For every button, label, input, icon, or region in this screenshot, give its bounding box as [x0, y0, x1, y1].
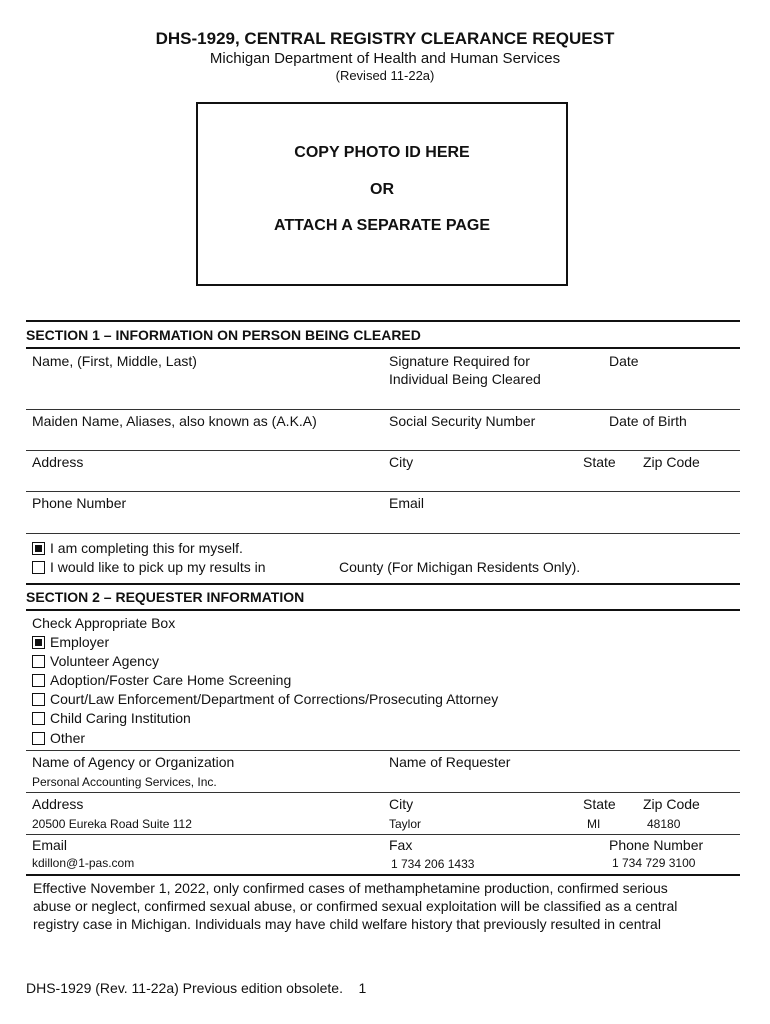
requester-state-value[interactable]: MI	[587, 817, 601, 831]
other-checkbox[interactable]	[32, 732, 45, 745]
address-label: Address	[32, 454, 84, 470]
option-label: Court/Law Enforcement/Department of Corrections/Prosecuting Attorney	[50, 691, 499, 707]
child-caring-checkbox[interactable]	[32, 712, 45, 725]
self-checkbox-label: I am completing this for myself.	[50, 540, 243, 556]
section2-heading-rule	[26, 609, 740, 611]
check-box-instruction: Check Appropriate Box	[32, 615, 176, 631]
pickup-checkbox-label: I would like to pick up my results in	[50, 559, 266, 575]
row-rule	[26, 834, 740, 835]
row-rule	[26, 792, 740, 793]
option-label: Adoption/Foster Care Home Screening	[50, 672, 292, 688]
option-label: Employer	[50, 634, 110, 650]
signature-label-line1: Signature Required for	[389, 353, 530, 369]
section2-heading: SECTION 2 – REQUESTER INFORMATION	[26, 589, 305, 605]
option-employer[interactable]	[32, 634, 109, 650]
option-child-caring[interactable]	[32, 710, 191, 726]
volunteer-agency-checkbox[interactable]	[32, 655, 45, 668]
date-label: Date	[609, 353, 639, 369]
requester-address-value[interactable]: 20500 Eureka Road Suite 112	[32, 817, 192, 831]
notice-line-1: Effective November 1, 2022, only confirmed cases of methamphetamine production, confirmed serious	[33, 880, 668, 896]
option-label: Other	[50, 730, 86, 746]
dob-label: Date of Birth	[609, 413, 687, 429]
requester-city-value[interactable]: Taylor	[389, 817, 422, 831]
option-label: Volunteer Agency	[50, 653, 159, 669]
row-rule	[26, 750, 740, 751]
section1-heading: SECTION 1 – INFORMATION ON PERSON BEING CLEARED	[26, 327, 421, 343]
requester-address-label: Address	[32, 796, 84, 812]
page-number: 1	[358, 980, 367, 996]
row-rule	[26, 533, 740, 534]
option-label: Child Caring Institution	[50, 710, 191, 726]
city-label: City	[389, 454, 414, 470]
section1-heading-rule	[26, 347, 740, 349]
option-adoption-foster[interactable]	[32, 672, 291, 688]
requester-name-label: Name of Requester	[389, 754, 511, 770]
name-field-label: Name, (First, Middle, Last)	[32, 353, 197, 369]
notice-line-2: abuse or neglect, confirmed sexual abuse, or confirmed sexual exploitation will be classified as a central	[33, 898, 678, 914]
requester-zip-value[interactable]: 48180	[647, 817, 681, 831]
court-law-checkbox[interactable]	[32, 693, 45, 706]
agency-name-label: Name of Agency or Organization	[32, 754, 235, 770]
row-rule	[26, 450, 740, 451]
option-other[interactable]	[32, 730, 85, 746]
option-court-law[interactable]	[32, 691, 498, 707]
fax-value[interactable]: 1 734 206 1433	[391, 857, 475, 871]
requester-state-label: State	[583, 796, 616, 812]
photo-box-line-1: COPY PHOTO ID HERE	[294, 144, 470, 161]
option-volunteer-agency[interactable]	[32, 653, 159, 669]
section2-bottom-rule	[26, 874, 740, 876]
zip-code-label: Zip Code	[643, 454, 700, 470]
employer-checkbox[interactable]	[32, 636, 45, 649]
ssn-label: Social Security Number	[389, 413, 536, 429]
county-label: County (For Michigan Residents Only).	[339, 559, 581, 575]
self-completion-option[interactable]	[32, 540, 243, 556]
pickup-checkbox[interactable]	[32, 561, 45, 574]
requester-zip-label: Zip Code	[643, 796, 700, 812]
photo-box-line-2: OR	[370, 181, 394, 198]
department-name: Michigan Department of Health and Human Services	[209, 50, 561, 67]
adoption-foster-checkbox[interactable]	[32, 674, 45, 687]
self-checkbox[interactable]	[32, 542, 45, 555]
requester-phone-value[interactable]: 1 734 729 3100	[612, 856, 696, 870]
section2-top-rule	[26, 583, 740, 585]
row-rule	[26, 409, 740, 410]
maiden-name-label: Maiden Name, Aliases, also known as (A.K.A)	[32, 413, 317, 429]
revision-note: (Revised 11-22a)	[335, 68, 435, 83]
agency-name-value[interactable]: Personal Accounting Services, Inc.	[32, 775, 217, 789]
page-title: DHS-1929, CENTRAL REGISTRY CLEARANCE REQUEST	[155, 29, 615, 48]
row-rule	[26, 491, 740, 492]
state-label: State	[583, 454, 616, 470]
fax-label: Fax	[389, 837, 413, 853]
section1-top-rule	[26, 320, 740, 322]
photo-id-box[interactable]	[196, 102, 568, 286]
footer-edition-note: DHS-1929 (Rev. 11-22a) Previous edition obsolete.	[26, 980, 343, 996]
email-label: Email	[389, 495, 425, 511]
requester-phone-label: Phone Number	[609, 837, 704, 853]
phone-number-label: Phone Number	[32, 495, 127, 511]
notice-line-3: registry case in Michigan. Individuals may have child welfare history that previously resulted in central	[33, 916, 661, 932]
footer	[26, 980, 366, 996]
pickup-option[interactable]	[32, 559, 266, 575]
photo-box-line-3: ATTACH A SEPARATE PAGE	[274, 217, 490, 234]
requester-email-value[interactable]: kdillon@1-pas.com	[32, 856, 135, 870]
requester-email-label: Email	[32, 837, 68, 853]
requester-city-label: City	[389, 796, 414, 812]
signature-label-line2: Individual Being Cleared	[389, 371, 541, 387]
